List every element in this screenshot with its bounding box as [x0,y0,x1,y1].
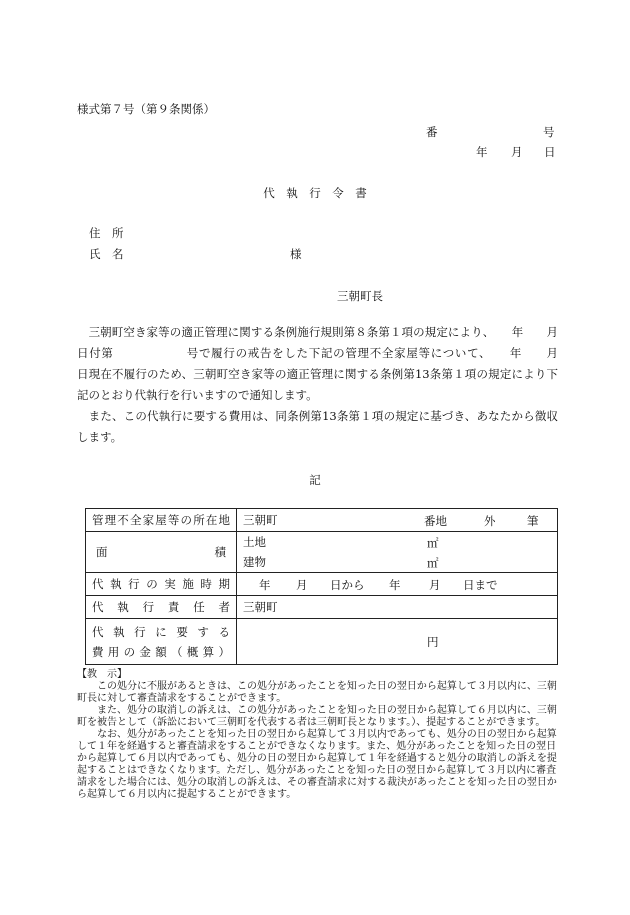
notice-paragraph-1: この処分に不服があるときは、この処分があったことを知った日の翌日から起算して３月以内に、三朝町長に対して審査請求をすることができます。 [77,681,557,704]
date-month-label: 月 [511,145,523,159]
location-value-cell [237,509,558,532]
form-number: 様式第７号（第９条関係） [77,102,215,116]
area-value-cell [237,532,558,573]
doc-number-suffix: 号 [543,125,555,139]
period-day-2: 日まで [463,578,498,592]
ki-heading: 記 [309,473,321,487]
info-table [85,508,558,665]
notice-paragraph-3: なお、処分があったことを知った日の翌日から起算して３月以内であっても、処分の日の翌日から起算して１年を経過すると審査請求をすることができなくなります。また、処分があったことを知った日の翌日から起算して６月以内であっても、処分の日の翌日から起算して１年を経過すると処分の取消しの訴えを提起することはできなくなります。ただし、処分があったことを知った日の翌日から起算して３月以内に審査請求をした場合には、処分の取消しの訴えは、その審査請求に対する裁決があったことを知った日の翌日から起算して６月以内に提起することができます。 [77,729,557,800]
period-month-2: 月 [429,578,441,592]
period-year-1: 年 [259,578,271,592]
responsible-value: 三朝町 [237,596,558,619]
body-paragraph-2: また、この代執行に要する費用は、同条例第13条第１項の規定に基づき、あなたから徴収します。 [77,409,558,444]
body-paragraph-1: 三朝町空き家等の適正管理に関する条例施行規則第８条第１項の規定により、 年 月 日付第 号で履行の戒告をした下記の管理不全家屋等について、 年 月 日現在不履行のため、三朝町空き家等の適正管理に関する条例第13条第１項の規定により下記のとおり代執行を行いますので通知します。 [77,325,581,402]
issuer: 三朝町長 [337,289,383,303]
honorific: 様 [290,247,302,261]
location-label: 管理不全家屋等の所在地 [86,509,237,532]
area-label: 面 積 [86,532,237,573]
cost-label-line-1: 代執行に要する [92,624,230,639]
area-row [86,532,558,573]
building-label: 建物 [243,555,266,569]
cost-row [86,619,558,665]
document-title: 代 執 行 令 書 [263,186,367,200]
cost-label-line-2: 費用の金額（概算） [92,644,230,659]
name-label: 氏 名 [89,247,124,261]
period-day-1: 日から [330,578,365,592]
notice-paragraph-2: また、処分の取消しの訴えは、この処分があったことを知った日の翌日から起算して６月以内に、三朝町を被告として（訴訟において三朝町を代表する者は三朝町長となります。）、提起することができます。 [77,705,557,728]
period-value-cell [237,573,558,596]
location-value: 三朝町 [243,513,278,527]
date-day-label: 日 [544,145,556,159]
building-sqm-unit: ㎡ [427,556,439,570]
date-year-label: 年 [476,145,488,159]
location-gai: 外 [484,514,496,528]
land-label: 土地 [243,535,266,549]
doc-number-label: 番 [426,125,438,139]
responsible-label: 代 執 行 責 任 者 [86,596,237,619]
period-month-1: 月 [296,578,308,592]
period-year-2: 年 [389,578,401,592]
location-row [86,509,558,532]
address-label: 住 所 [89,226,124,240]
location-hitsu: 筆 [527,514,539,528]
cost-unit: 円 [427,635,439,649]
notice-section [77,669,562,801]
notice-heading: 【教 示】 [77,669,127,680]
land-sqm-unit: ㎡ [427,536,439,550]
cost-value-cell [237,619,558,665]
period-row [86,573,558,596]
period-label: 代執行の実施時期 [86,573,237,596]
responsible-row [86,596,558,619]
cost-label-cell [86,619,237,665]
location-banchi: 番地 [424,514,447,528]
